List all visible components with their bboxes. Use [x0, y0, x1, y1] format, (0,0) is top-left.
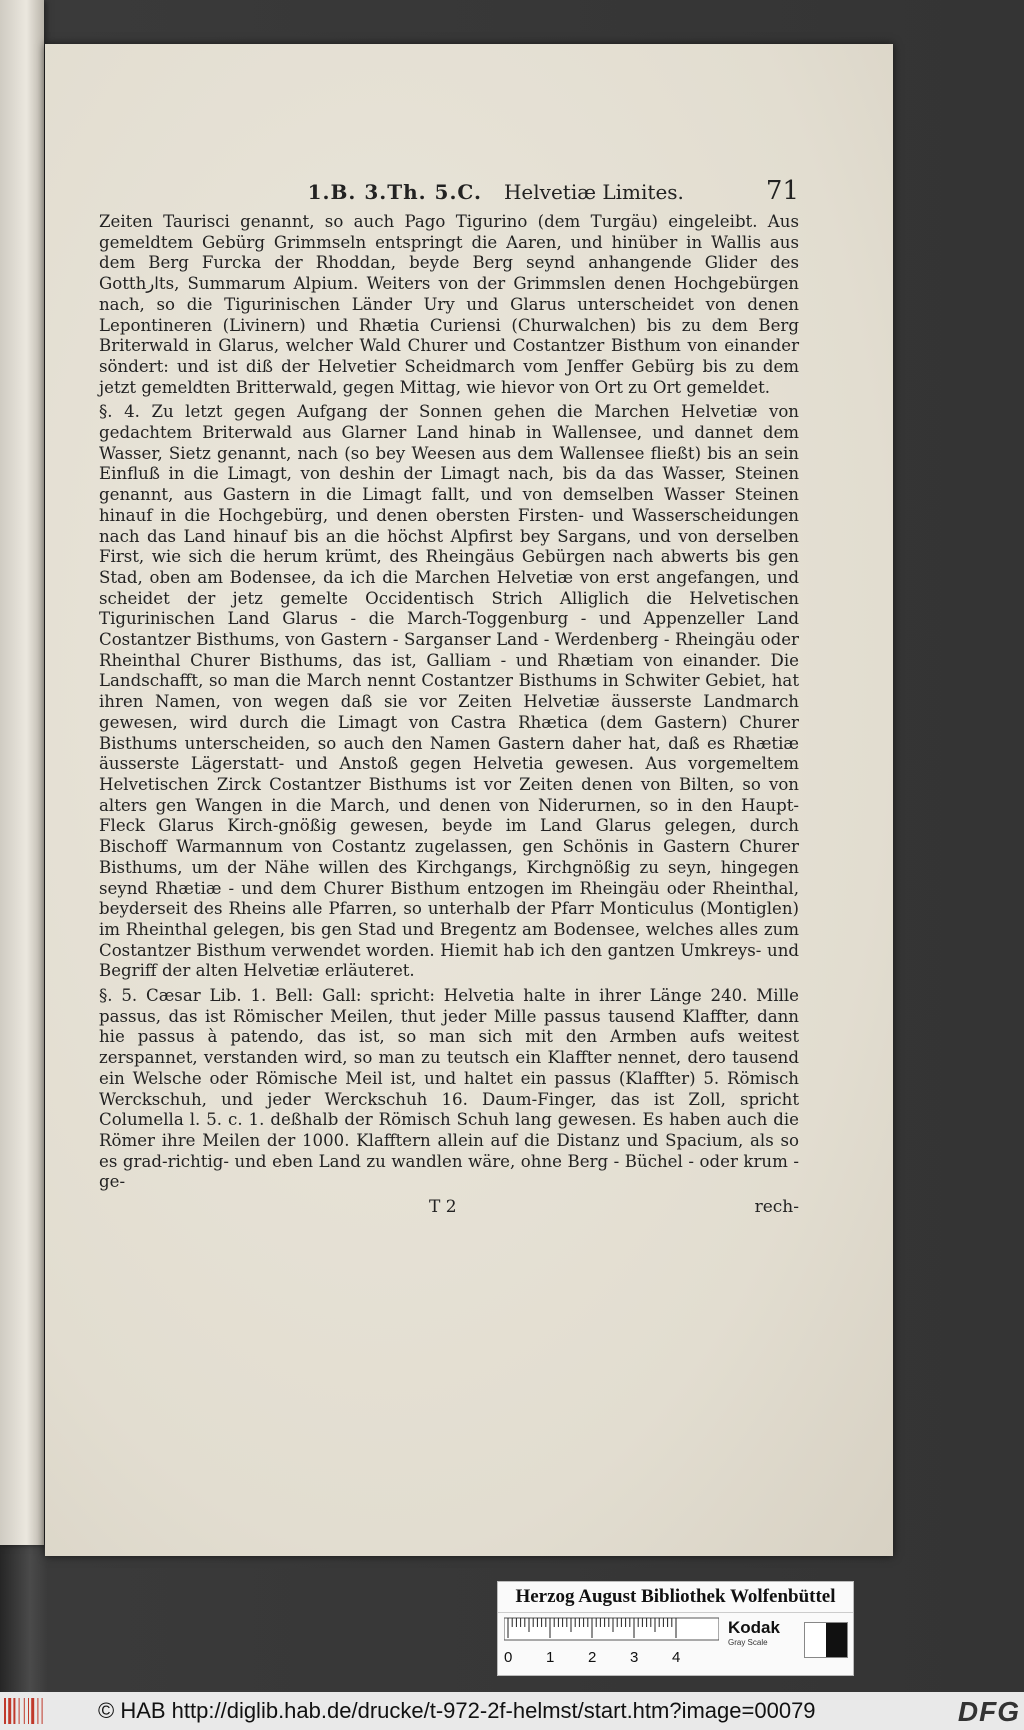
signature-mark: T 2: [429, 1197, 457, 1218]
barcode-bar: [24, 1698, 25, 1724]
barcode-icon: [4, 1698, 50, 1724]
kodak-logo: Kodak: [728, 1618, 780, 1637]
book-page: [45, 44, 893, 1556]
color-checker-card: [497, 1581, 854, 1676]
barcode-bar: [31, 1698, 34, 1724]
dfg-logo: DFG: [957, 1696, 1020, 1727]
ruler-number: 0: [504, 1649, 513, 1666]
paragraph-1: Zeiten Taurisci genannt, so auch Pago Tigurino (dem Turgäu) eingeleibt. Aus gemeldtem Gebürg Grimmseln entspringt die Aaren, und hinüber in Wallis aus dem Berg Furcka der Rhoddan, beyde Berg seynd anhangende Glider des Gotthارts, Summarum Alpium. Weiters von der Grimmslen denen Hochgebürgen nach, so die Tigurinischen Länder Ury und Glarus unterscheidet von denen Lepontineren (Livinern) und Rhætia Curiensi (Churwalchen) bis zu dem Berg Briterwald in Glarus, welcher Wald Churer und Costantzer Bisthum von einander söndert: und ist diß der Helvetier Scheidmarch vom Jenffer Gebürg bis zu dem jetzt gemeldten Britterwald, gegen Mittag, wie hievor von Ort zu Ort gemeldet.: [99, 212, 799, 397]
library-name: Herzog August Bibliothek Wolfenbüttel: [498, 1582, 853, 1613]
barcode-bar: [19, 1698, 20, 1724]
facing-page-edge: [0, 0, 44, 1545]
page-number: 71: [765, 176, 799, 206]
catchword: rech-: [754, 1197, 799, 1218]
source-url[interactable]: © HAB http://diglib.hab.de/drucke/t-972-2f-helmst/start.htm?image=00079: [98, 1698, 816, 1723]
ruler-number: 1: [546, 1649, 555, 1666]
ruler-number: 3: [630, 1649, 639, 1666]
paragraph-section-4: §. 4. Zu letzt gegen Aufgang der Sonnen gehen die Marchen Helvetiæ von gedachtem Briterwald aus Glarner Land hinab in Wallensee, und dannet dem Wasser, Sietz genannt, nach (so bey Weesen aus dem Wallensee fließt) bis an sein Einfluß in die Limagt, von deshin der Limagt nach, bis da das Wasser, Steinen genannt, aus Gastern in die Limagt fallt, und von demselben Wasser Steinen hinauf in die Hochgebürg, und denen obersten Firsten- und Wasserscheidungen nach das Land hinauf bis an die höchst Alpfirst bey Sargans, und von derselben First, wie sich die herum krümt, des Rheingäus Gebürgen nach abwerts bis gen Stad, oben am Bodensee, da ich die Marchen Helvetiæ von erst angefangen, und scheidet der jetz gemelte Occidentisch Strich Alliglich die Helvetischen Tigurinischen Land Glarus - die March-Toggenburg - und Appenzeller Land Costantzer Bisthums, von Gastern - Sarganser Land - Werdenberg - Rheingäu oder Rheinthal Churer Bisthums, das ist, Galliam - und Rhætiam von einander. Die Landschafft, so man die March nennt Costantzer Bisthums in Schwiter Gebiet, hat ihren Namen, von wegen daß sie vor Zeiten Helvetiæ äusserste Landmarch gewesen, wird durch die Limagt von Castra Rhætica (dem Gastern) Churer Bisthums unterscheiden, so auch den Namen Gastern daher hat, daß es Rhætiæ äusserste Lägerstatt- und Anstoß gegen Helvetia gewesen. Aus vorgemeltem Helvetischen Zirck Costantzer Bisthums ist vor Zeiten denen von Bilten, so von alters gen Wangen in die March, und denen von Niderurnen, so in den Haupt-Fleck Glarus Kirch-gnößig gewesen, beyde im Land Glarus gelegen, durch Bischoff Warmannum von Costantz zugelassen, gen Schönis in Gastern Churer Bisthums, um der Nähe willen des Kirchgangs, Kirchgnößig zu seyn, hingegen seynd Rhætiæ - und dem Churer Bisthum entzogen im Rheingäu oder Rheinthal, beyderseit des Rheins alle Pfarren, so unterhalb der Pfarr Monticulus (Montiglen) im Rheinthal gelegen, bis gen Stad und Bregentz am Bodensee, welches alles zum Costantzer Bisthum verwendet worden. Hiemit hab ich den gantzen Umkreys- und Begriff der alten Helvetiæ erläuteret.: [99, 402, 799, 981]
page-text-block: [99, 176, 799, 1217]
gray-scale-swatch: [804, 1622, 848, 1658]
running-head: [99, 176, 799, 206]
ruler-number: 2: [588, 1649, 597, 1666]
running-head-title: Helvetiæ Limites.: [503, 180, 684, 204]
footer-bar: [0, 1692, 1024, 1730]
page-foot: [99, 1197, 799, 1217]
paragraph-section-5: §. 5. Cæsar Lib. 1. Bell: Gall: spricht: Helvetia halte in ihrer Länge 240. Mille passus, das ist Römischer Meilen, thut jeder Mille passus tausend Klaffter, dann hie passus à patendo, das ist, so man sich mit den Armben aufs weitest zerspannet, verstanden wird, so man zu teutsch ein Klaffter nennet, dero tausend ein Welsche oder Römische Meil ist, und haltet ein passus (Klaffter) 5. Römisch Werckschuh, und jeder Werckschuh 16. Daum-Finger, das ist Zoll, spricht Columella l. 5. c. 1. deßhalb der Römisch Schuh lang gewesen. Es haben auch die Römer ihre Meilen der 1000. Klafftern allein auf die Distanz und Spacium, als so es grad-richtig- und eben Land zu wandlen wäre, ohne Berg - Büchel - oder krum - ge-: [99, 986, 799, 1192]
barcode-bar: [42, 1698, 43, 1724]
ruler-number: 4: [672, 1649, 681, 1666]
barcode-bar: [28, 1698, 29, 1724]
gray-scale-label: Gray Scale: [728, 1638, 768, 1647]
barcode-bar: [37, 1698, 38, 1724]
barcode-bar: [8, 1698, 11, 1724]
barcode-bar: [13, 1698, 15, 1724]
barcode-bar: [4, 1698, 6, 1724]
running-head-reference: 1.B. 3.Th. 5.C.: [307, 180, 482, 204]
scale-ruler: [504, 1616, 719, 1672]
